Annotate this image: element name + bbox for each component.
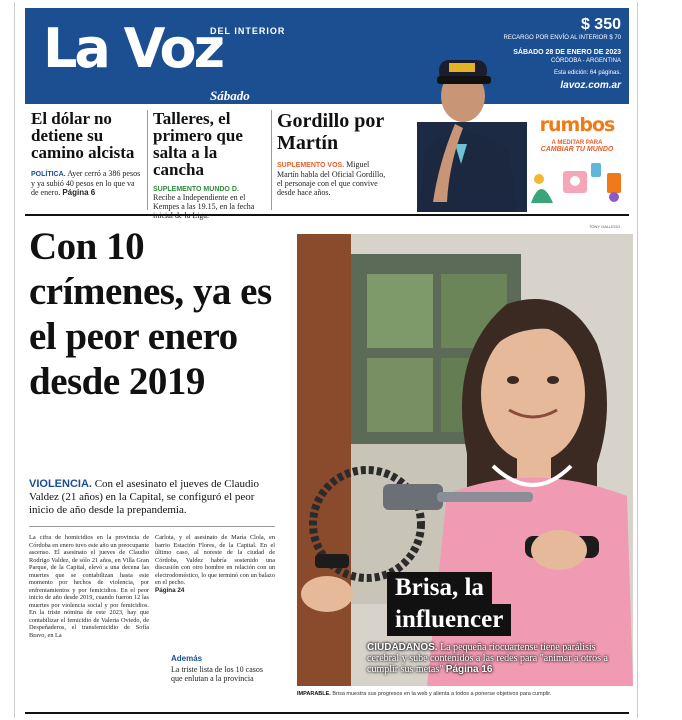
photo-caption-kicker: CIUDADANOS. <box>367 642 438 653</box>
ademas-title: Además <box>171 654 203 663</box>
photo-caption <box>367 642 625 675</box>
lead-text: Con el asesinato el jueves de Claudio Valdez (21 años) en la Capital, se configuró el peor inicio de año desde la prepandemia. <box>29 478 260 516</box>
lead-paragraph <box>29 478 275 517</box>
masthead <box>25 8 629 104</box>
photo-caption-text: La pequeña riocuartense tiene parálisis cerebral y sube contenidos a las redes para "animar a otros a cumplir sus metas" <box>367 642 608 675</box>
issue-date: SÁBADO 28 DE ENERO DE 2023 <box>513 49 621 56</box>
logo[interactable]: La Voz <box>43 17 223 80</box>
photo-caption-page: Página 16 <box>445 664 493 675</box>
teaser-page: Página 6 <box>62 188 96 197</box>
photo-credit: TONY GALLEGO <box>589 224 621 229</box>
teaser-kicker: SUPLEMENTO MUNDO D. <box>153 186 239 193</box>
lead-divider <box>29 526 275 527</box>
photo-headline-line1: Brisa, la <box>387 572 492 604</box>
rumbos-illustration <box>525 153 629 205</box>
location: CÓRDOBA - ARGENTINA <box>550 58 621 64</box>
body-column-2 <box>155 534 275 594</box>
logo-subtitle: DEL INTERIOR <box>210 26 286 36</box>
website[interactable]: lavoz.com.ar <box>560 80 621 91</box>
teaser-gordillo[interactable] <box>277 110 389 197</box>
rumbos-promo[interactable] <box>525 114 629 214</box>
newspaper-front-page <box>14 2 638 718</box>
column-divider <box>271 110 272 210</box>
surcharge: RECARGO POR ENVÍO AL INTERIOR $ 70 <box>503 35 621 41</box>
rumbos-title: rumbos <box>539 114 615 136</box>
teaser-kicker: SUPLEMENTO VOS. <box>277 162 345 169</box>
teaser-dolar[interactable] <box>31 110 143 197</box>
bottom-caption-kicker: IMPARABLE. <box>297 691 331 697</box>
bottom-rule <box>25 712 629 714</box>
teaser-body: Miguel Martín habla del Oficial Gordillo, el personaje con el que convive desde hace años. <box>277 160 386 197</box>
photo-headline-line2: influencer <box>387 604 511 636</box>
teaser-kicker: POLÍTICA. <box>31 171 66 178</box>
teaser-body: Ayer cerró a 386 pesos y ya subió 40 pesos en lo que va de enero. <box>31 169 141 197</box>
rumbos-line1: A MEDITAR PARA <box>551 140 603 146</box>
body-column-1: La cifra de homicidios en la provincia de Córdoba en enero tuvo este año un preocupante ascenso. El asesinato el jueves de Claudio Rodrigo Valdez, de sólo 21 años, en Villa Gran Parque, de la Capital, elevó a una decena las muertes que se contabilizan hasta este momento por hechos de violencia, por enfrentamientos y por femicidios. En el peor inicio de año desde 2019, cuando fueron 12 las muertes por violencia social y por femicidios. En la triste nómina de este 2023, hay que contabilizar el femicidio de Valeria Oviedo, de Despeñaderos, el transfemicidio de Sofía Bravo, en La <box>29 534 149 639</box>
teaser-headline: Gordillo por Martín <box>277 110 384 154</box>
photo-bottom-caption <box>297 691 633 697</box>
rumbos-line2: CAMBIAR TU MUNDO <box>540 146 614 153</box>
column-divider <box>147 110 148 210</box>
teaser-strip <box>25 106 629 214</box>
ademas-body: La triste lista de los 10 casos que enlutan a la provincia <box>171 665 263 683</box>
section-rule <box>25 214 629 216</box>
page-count: Esta edición: 64 páginas. <box>553 70 621 76</box>
main-headline[interactable]: Con 10 crímenes, ya es el peor enero desde 2019 <box>29 225 272 403</box>
ademas-box[interactable] <box>171 654 275 683</box>
bottom-caption-text: Brisa muestra sus progresos en la web y alienta a todos a ponerse objetivos para cumplir. <box>332 691 552 697</box>
edition-day: Sábado <box>210 88 250 103</box>
teaser-headline: Talleres, el primero que salta a la cancha <box>153 109 243 179</box>
body-column-2-text: Carlota, y el asesinato de María Clola, en barrio Estación Flores, de la Capital. En el último caso, al noreste de la ciudad de Córdoba, Valdez habría sostenido una discusión con otro hombre en relación con un electrodoméstico, lo que terminó con un balazo en el pecho. <box>155 534 275 586</box>
story-page-ref: Página 24 <box>155 586 185 594</box>
price: $ 350 <box>580 16 621 33</box>
teaser-talleres[interactable] <box>153 110 265 220</box>
teaser-body: Recibe a Independiente en el Kempes a las 19.15, en la fecha <box>153 193 255 211</box>
lead-kicker: VIOLENCIA. <box>29 478 92 490</box>
teaser-headline: El dólar no detiene su camino alcista <box>31 109 135 162</box>
